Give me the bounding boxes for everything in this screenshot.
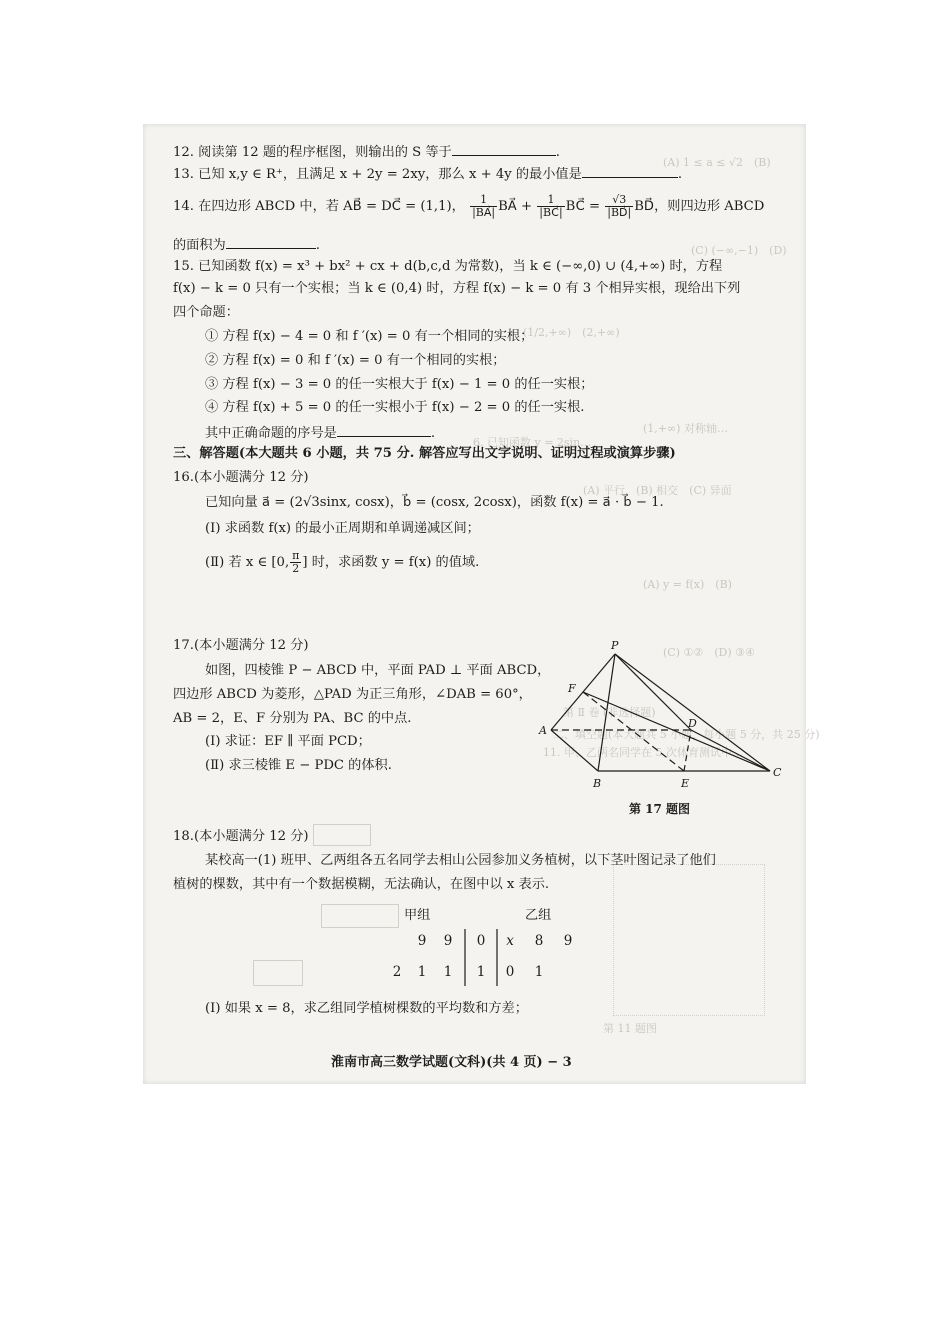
label-F: F: [568, 682, 576, 695]
leaf-b-2-1: 0: [505, 964, 515, 980]
question-18-part-1: (Ⅰ) 如果 x = 8，求乙组同学植树棵数的平均数和方差；: [205, 1001, 528, 1016]
question-18-line1: 某校高一(1) 班甲、乙两组各五名同学去相山公园参加义务植树，以下茎叶图记录了他们: [205, 853, 716, 868]
question-17-line3: AB = 2，E、F 分别为 PA、BC 的中点.: [173, 711, 412, 726]
label-A: A: [539, 724, 547, 737]
question-15-line3: 四个命题：: [173, 305, 239, 320]
question-15-option-4: ④ 方程 f(x) + 5 = 0 的任一实根小于 f(x) − 2 = 0 的任一实根.: [205, 400, 585, 415]
question-17-line1: 如图，四棱锥 P − ABCD 中，平面 PAD ⊥ 平面 ABCD，: [205, 663, 551, 678]
leaf-a-1-2: 9: [443, 933, 453, 949]
leaf-b-1-2: 8: [534, 933, 544, 949]
denominator: 2: [292, 562, 300, 575]
question-13-text: 13. 已知 x,y ∈ R⁺，且满足 x + 2y = 2xy，那么 x + 4y 的最小值是: [173, 167, 582, 182]
numerator: 1: [470, 194, 497, 207]
figure-17-caption: 第 17 题图: [629, 802, 691, 816]
numerator: π: [292, 549, 300, 562]
question-15-option-1: ① 方程 f(x) − 4 = 0 和 f ′(x) = 0 有一个相同的实根；: [205, 329, 534, 344]
question-15-tail-text: 其中正确命题的序号是: [205, 426, 337, 441]
question-14-term: BA⃗ +: [498, 199, 533, 214]
question-16-title: 16.(本小题满分 12 分): [173, 470, 309, 485]
leaf-b-2-2: 1: [534, 964, 544, 980]
denominator: |BA⃗|: [472, 206, 496, 219]
question-14-term: BC⃗ =: [565, 199, 601, 214]
question-15-tail: 其中正确命题的序号是 .: [205, 426, 436, 441]
leaf-a-2-2: 1: [417, 964, 427, 980]
question-16-part-1: (Ⅰ) 求函数 f(x) 的最小正周期和单调递减区间；: [205, 521, 480, 536]
question-18-title: 18.(本小题满分 12 分): [173, 829, 309, 844]
section-3-heading: 三、解答题(本大题共 6 小题，共 75 分. 解答应写出文字说明、证明过程或演算步骤): [173, 446, 676, 461]
question-16-part-2-text: ] 时，求函数 y = f(x) 的值域.: [302, 555, 480, 570]
question-18-line2: 植树的棵数，其中有一个数据模糊，无法确认，在图中以 x 表示.: [173, 877, 550, 892]
question-12-text: 12. 阅读第 12 题的程序框图，则输出的 S 等于: [173, 145, 452, 160]
leaf-b-1-1: x: [506, 933, 514, 949]
group-a-label: 甲组: [404, 908, 431, 923]
scanned-page: (A) 1 ≤ a ≤ √2 (B) (C) (−∞,−1) (D) (1/2,+∞) (2,+∞) (1,+∞) 对称轴… 6. 已知函数 y = 2sin… (A) 平行 (B) 相交 (C) 异面 (A) y = f(x) (B) (C) ①② (D) ③④ 第 Ⅱ 卷 (非选择题) 二、填空题(本大题共 5 小题，每小题 5 分，共 25 分) 11. 甲、乙两名同学在 5 次体育测试中… 第 11 题图 12. 阅读第 12 题的程序框图，则输出的 S 等于 . 13. 已知 x,y ∈ R⁺，且满足 x + 2y = 2xy，那么 x + 4y 的最小值是 . 14. 在四边形 ABCD 中，若 AB⃗ = DC⃗ = (1,1)， $\frac{1}{|BA⃗|}$ BA⃗ + $\frac{1}{|BC⃗|}$ BC⃗ = $\frac{√3}{|BD⃗|}$ BD⃗，则四边形 ABCD 的面积为 . 15. 已知函数 f(x) = x³ + bx² + cx + d(b,c,d 为常数)，当 k ∈ (−∞,0) ∪ (4,+∞) 时，方程 f(x) − k = 0 只有一个实根；当 k ∈ (0,4) 时，方程 f(x) − k = 0 有 3 个相异实根，现给出下列 四个命题： ① 方程 f(x) − 4 = 0 和 f ′(x) = 0 有一个相同的实根； ② 方程 f(x) = 0 和 f ′(x) = 0 有一个相同的实根； ③ 方程 f(x) − 3 = 0 的任一实根大于 f(x) − 1 = 0 的任一实根； ④ 方程 f(x) + 5 = 0 的任一实根小于 f(x) − 2 = 0 的任一实根. 其中正确命题的序号是 . 三、解答题(本大题共 6 小题，共 75 分. 解答应写出文字说明、证明过程或演算步骤) 16.(本小题满分 12 分) 已知向量 a⃗ = (2√3sinx, cosx)，b⃗ = (cosx, 2cosx)，函数 f(x) = a⃗ · b⃗ − 1. (Ⅰ) 求函数 f(x) 的最小正周期和单调递减区间； (Ⅱ) 若 x ∈ [0, $\frac{\pi}{2}$ ] 时，求函数 y = f(x) 的值域. 17.(本小题满分 12 分) 如图，四棱锥 P − ABCD 中，平面 PAD ⊥ 平面 ABCD， 四边形 ABCD 为菱形，△PAD 为正三角形，∠DAB = 60°， AB = 2，E、F 分别为 PA、BC 的中点. (Ⅰ) 求证：EF ∥ 平面 PCD； (Ⅱ) 求三棱锥 E − PDC 的体积. P F A D B E C 第 17 题图 18.(本小题满分 12 分) 某校高一(1) 班甲、乙两组各五名同学去相山公园参加义务植树，以下茎叶图记录了他们 植树的棵数，其中有一个数据模糊，无法确认，在图中以 x 表示. 甲组 乙组 9 9 0 x 8 9 2 1 1 1 0 1 (Ⅰ) 如果 x = 8，求乙组同学植树棵数的平均数和方差； 淮南市高三数学试题(文科)(共 4 页) − 3: [143, 124, 806, 1084]
question-15-line2: f(x) − k = 0 只有一个实根；当 k ∈ (0,4) 时，方程 f(x) − k = 0 有 3 个相异实根，现给出下列: [173, 281, 741, 296]
denominator: |BC⃗|: [539, 206, 563, 219]
question-16-line1: 已知向量 a⃗ = (2√3sinx, cosx)，b⃗ = (cosx, 2cosx)，函数 f(x) = a⃗ · b⃗ − 1.: [205, 495, 664, 510]
question-17-part-1: (Ⅰ) 求证：EF ∥ 平面 PCD；: [205, 734, 371, 749]
question-12: 12. 阅读第 12 题的程序框图，则输出的 S 等于 .: [173, 145, 560, 160]
question-17-part-2: (Ⅱ) 求三棱锥 E − PDC 的体积.: [205, 758, 392, 773]
question-16-part-2-text: (Ⅱ) 若 x ∈ [0,: [205, 555, 290, 570]
label-P: P: [611, 639, 619, 652]
question-14-text: BD⃗，则四边形 ABCD: [634, 199, 765, 214]
group-b-label: 乙组: [525, 908, 552, 923]
label-B: B: [593, 777, 602, 790]
label-E: E: [681, 777, 690, 790]
question-17-title: 17.(本小题满分 12 分): [173, 638, 309, 653]
leaf-b-1-3: 9: [563, 933, 573, 949]
question-15-line1: 15. 已知函数 f(x) = x³ + bx² + cx + d(b,c,d 为常数)，当 k ∈ (−∞,0) ∪ (4,+∞) 时，方程: [173, 259, 723, 274]
question-13: 13. 已知 x,y ∈ R⁺，且满足 x + 2y = 2xy，那么 x + 4y 的最小值是 .: [173, 167, 683, 182]
question-14-text: 的面积为: [173, 238, 226, 253]
label-D: D: [688, 717, 697, 730]
question-17-line2: 四边形 ABCD 为菱形，△PAD 为正三角形，∠DAB = 60°，: [173, 687, 532, 702]
question-15-option-3: ③ 方程 f(x) − 3 = 0 的任一实根大于 f(x) − 1 = 0 的任一实根；: [205, 377, 594, 392]
question-14-line2: 的面积为 .: [173, 238, 320, 253]
question-15-option-2: ② 方程 f(x) = 0 和 f ′(x) = 0 有一个相同的实根；: [205, 353, 506, 368]
leaf-a-2-3: 1: [443, 964, 453, 980]
numerator: √3: [605, 194, 633, 207]
numerator: 1: [537, 194, 564, 207]
question-14-text: 14. 在四边形 ABCD 中，若 AB⃗ = DC⃗ = (1,1)，: [173, 199, 465, 214]
label-C: C: [773, 766, 782, 779]
denominator: |BD⃗|: [607, 206, 632, 219]
leaf-a-1-1: 9: [417, 933, 427, 949]
page-footer: 淮南市高三数学试题(文科)(共 4 页) − 3: [331, 1055, 572, 1070]
leaf-a-2-1: 2: [392, 964, 402, 980]
stem-row-1: 0: [476, 933, 486, 949]
stem-row-2: 1: [476, 964, 486, 980]
